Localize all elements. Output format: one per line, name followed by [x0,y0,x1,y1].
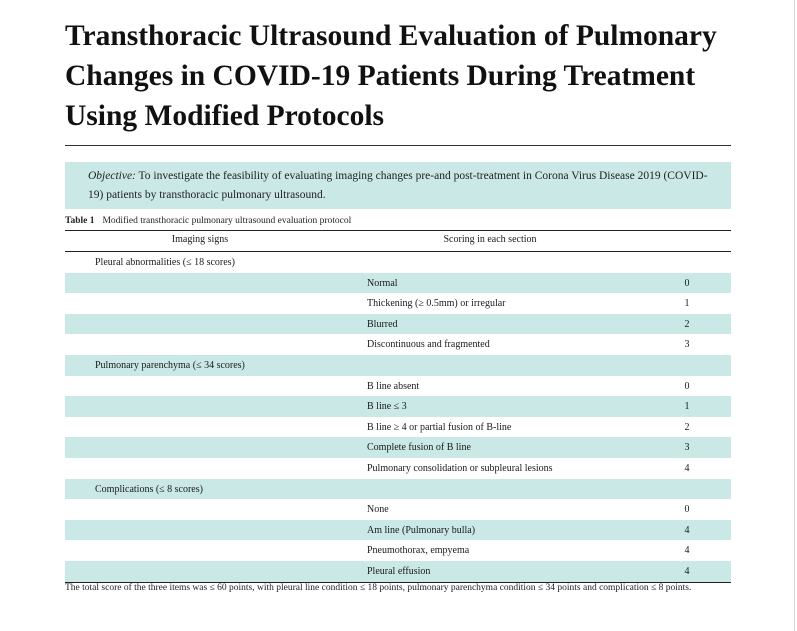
objective-text: To investigate the feasibility of evaluating imaging changes pre-and post-treatment in Corona Virus Disease 2019 (COVID-19) patients by transthoracic pulmonary ultrasound. [88,170,708,201]
score-cell: 2 [684,318,690,330]
table-row [65,520,731,541]
table-caption [65,214,351,228]
scoring-table [65,230,731,583]
header-imaging-signs: Imaging signs [171,234,229,245]
table-row [65,437,731,458]
table-section-row [65,355,731,376]
table-row [65,293,731,314]
table-row [65,417,731,438]
objective-box [65,162,731,209]
table-caption-text: Modified transthoracic pulmonary ultrasound evaluation protocol [102,216,352,226]
criterion-cell: Discontinuous and fragmented [367,339,490,351]
table-footnote: The total score of the three items was ≤ 60 points, with pleural line condition ≤ 18 points, pulmonary parenchyma condition ≤ 34 points and complication ≤ 8 points. [65,583,692,593]
criterion-cell: B line absent [367,380,420,392]
header-scoring: Scoring in each section [443,234,537,245]
score-cell: 0 [684,380,690,392]
table-section-row [65,479,731,500]
criterion-cell: Am line (Pulmonary bulla) [367,524,476,536]
table-row [65,499,731,520]
criterion-cell: B line ≤ 3 [367,401,407,413]
table-section-row [65,252,731,273]
criterion-cell: Normal [367,277,398,289]
score-cell: 4 [684,462,690,474]
table-body [65,252,731,582]
criterion-cell: Pleural effusion [367,565,431,577]
table-header-row [65,231,731,252]
article-title: Transthoracic Ultrasound Evaluation of Pulmonary Changes in COVID-19 Patients During Treatment Using Modified Protocols [65,20,717,132]
score-cell: 0 [684,277,690,289]
score-cell: 4 [684,524,690,536]
imaging-sign-cell: Pleural abnormalities (≤ 18 scores) [95,257,235,268]
title-divider [65,145,731,146]
criterion-cell: Complete fusion of B line [367,442,471,454]
score-cell: 1 [684,298,690,310]
score-cell: 1 [684,401,690,413]
criterion-cell: Thickening (≥ 0.5mm) or irregular [367,298,506,310]
criterion-cell: Blurred [367,318,398,330]
table-row [65,540,731,561]
score-cell: 0 [684,504,690,516]
objective-label: Objective: [88,170,136,182]
table-number: Table 1 [65,216,95,226]
criterion-cell: None [367,504,389,516]
table-row [65,273,731,294]
table-row [65,396,731,417]
table-row [65,561,731,582]
imaging-sign-cell: Pulmonary parenchyma (≤ 34 scores) [95,359,245,371]
page-edge-line [794,0,795,631]
score-cell: 2 [684,421,690,433]
score-cell: 3 [684,339,690,351]
score-cell: 4 [684,545,690,557]
table-row [65,376,731,397]
table-row [65,314,731,335]
criterion-cell: Pulmonary consolidation or subpleural lesions [367,462,553,474]
score-cell: 3 [684,442,690,454]
table-row [65,334,731,355]
table-row [65,458,731,479]
imaging-sign-cell: Complications (≤ 8 scores) [95,483,203,495]
criterion-cell: Pneumothorax, empyema [367,545,470,557]
criterion-cell: B line ≥ 4 or partial fusion of B-line [367,421,512,433]
score-cell: 4 [684,565,690,577]
